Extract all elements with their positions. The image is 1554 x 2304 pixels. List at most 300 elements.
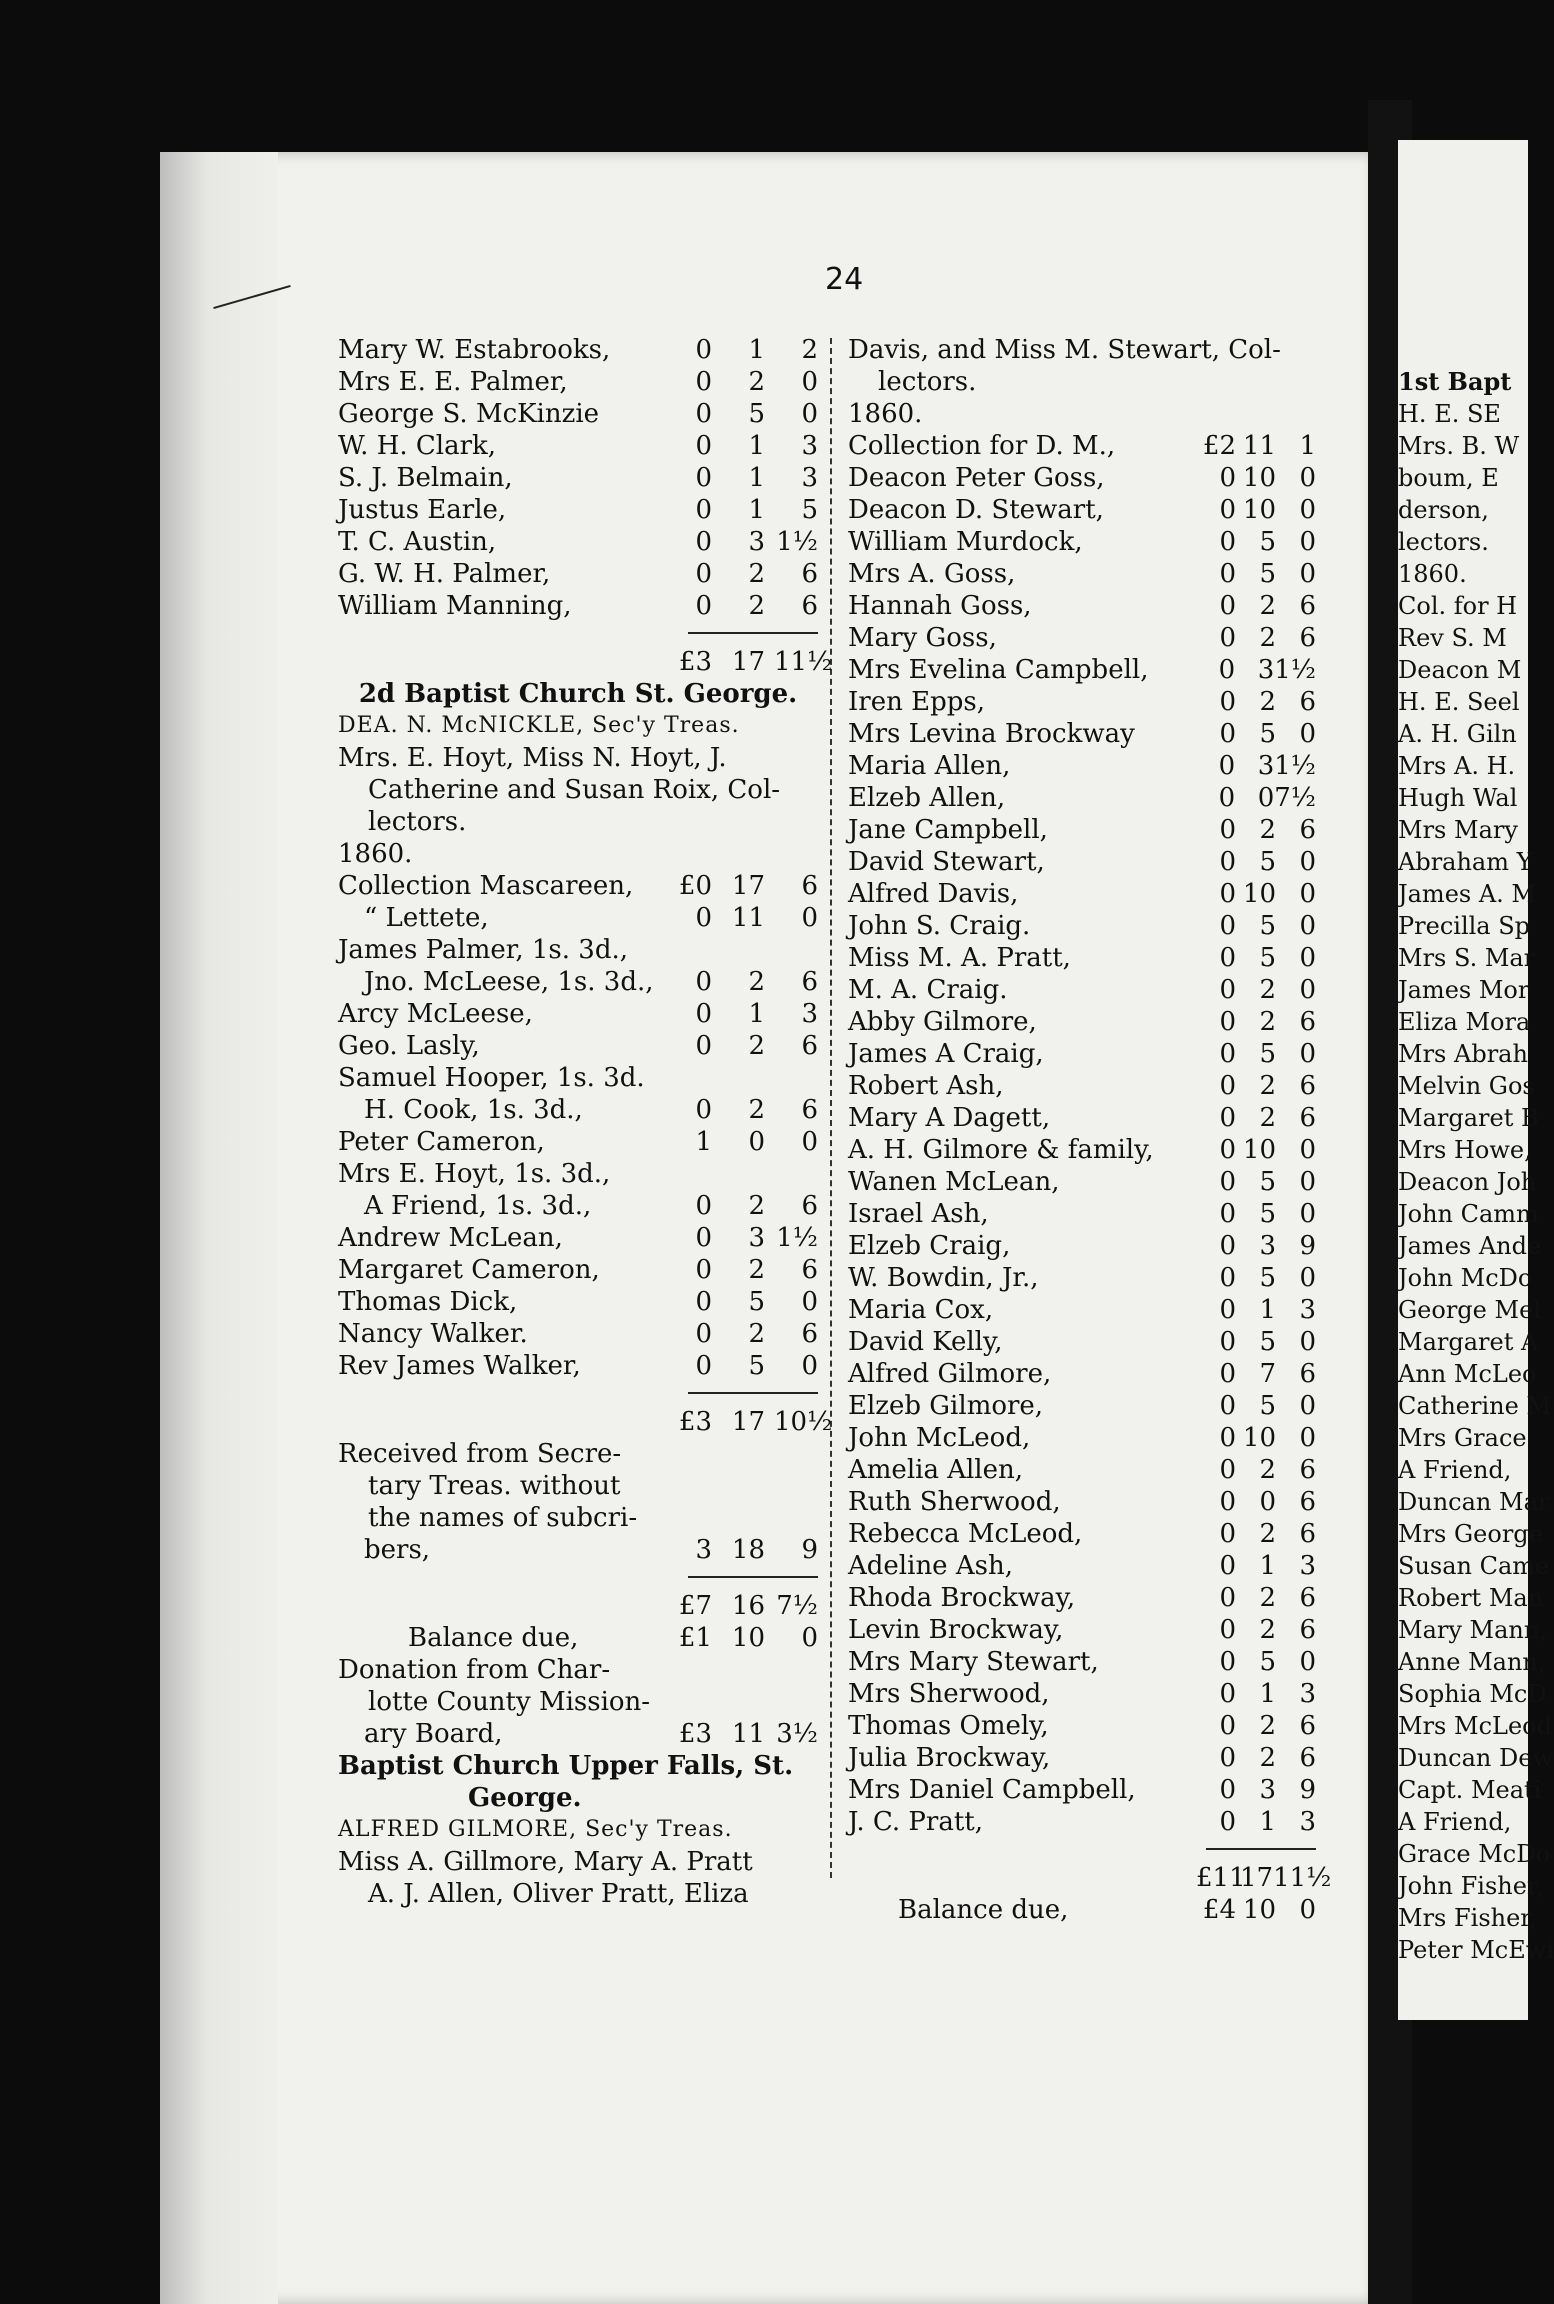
pounds: 0 (1219, 1519, 1236, 1549)
pounds: 0 (1219, 1071, 1236, 1101)
pence: 6 (801, 967, 818, 997)
page-gutter (160, 152, 278, 2304)
contribution-row (338, 590, 818, 622)
entry-name: Israel Ash, (848, 1199, 989, 1229)
contribution-row (338, 1254, 818, 1286)
shillings: 10 (731, 1623, 765, 1653)
pence: 6 (1299, 687, 1316, 717)
pounds: 0 (1219, 1327, 1236, 1357)
entry-name: Samuel Hooper, 1s. 3d. (338, 1063, 645, 1093)
shillings: 1 (748, 999, 765, 1029)
shillings: 17 (1240, 1863, 1274, 1893)
facing-page-line: A Friend, (1398, 1456, 1512, 1484)
pounds: 0 (1219, 1039, 1236, 1069)
entry-name: Justus Earle, (338, 495, 507, 525)
pence: 0 (1299, 527, 1316, 557)
pence: 6 (801, 1095, 818, 1125)
entry-amount (1196, 1862, 1332, 1894)
contribution-row (338, 430, 818, 462)
pence: 3 (1299, 1807, 1316, 1837)
contribution-row (848, 654, 1316, 686)
shillings: 1 (748, 463, 765, 493)
facing-page-line: Anne Mann, (1398, 1648, 1546, 1676)
contribution-row (848, 1038, 1316, 1070)
entry-amount (1196, 1422, 1316, 1454)
pence: 0 (1299, 943, 1316, 973)
contribution-row (848, 1166, 1316, 1198)
contribution-row (338, 1350, 818, 1382)
pounds: £3 (678, 1407, 712, 1437)
facing-page-line: lectors. (1398, 528, 1489, 556)
contribution-row (338, 1286, 818, 1318)
shillings: 2 (748, 559, 765, 589)
pence: 6 (1299, 1711, 1316, 1741)
entry-name: Rhoda Brockway, (848, 1583, 1076, 1613)
contribution-row (338, 1126, 818, 1158)
shillings: 10 (1242, 495, 1276, 525)
contribution-row (848, 1582, 1316, 1614)
entry-amount (1196, 942, 1316, 974)
pence: 0 (801, 903, 818, 933)
contribution-row (848, 814, 1316, 846)
contribution-row (848, 1262, 1316, 1294)
pounds: 0 (1219, 1103, 1236, 1133)
entry-amount (1196, 430, 1316, 462)
contribution-row (848, 942, 1316, 974)
entry-name: Amelia Allen, (848, 1455, 1024, 1485)
entry-name: Deacon D. Stewart, (848, 495, 1104, 525)
pounds: 0 (695, 527, 712, 557)
pounds: £11 (1196, 1863, 1246, 1893)
contribution-row (848, 1518, 1316, 1550)
pence: 6 (1299, 1007, 1316, 1037)
contribution-row (848, 1358, 1316, 1390)
pounds: 0 (1219, 591, 1236, 621)
pounds: 0 (1219, 623, 1236, 653)
entry-name: James Palmer, 1s. 3d., (338, 935, 628, 965)
contribution-row (848, 1422, 1316, 1454)
entry-amount (668, 902, 818, 934)
collectors-line: lectors. (368, 807, 467, 837)
shillings: 10 (1242, 463, 1276, 493)
entry-name: Mrs E. E. Palmer, (338, 367, 568, 397)
pounds: 0 (695, 999, 712, 1029)
pounds: 0 (1219, 463, 1236, 493)
entry-name: Robert Ash, (848, 1071, 1004, 1101)
pence: 6 (801, 871, 818, 901)
shillings: 5 (748, 1351, 765, 1381)
entry-name: Alfred Gilmore, (848, 1359, 1052, 1389)
entry-name: Adeline Ash, (848, 1551, 1013, 1581)
pence: 6 (1299, 1583, 1316, 1613)
contribution-row (848, 1742, 1316, 1774)
facing-page-line: Deacon Joh (1398, 1168, 1537, 1196)
pence: 0 (1299, 1647, 1316, 1677)
entry-amount (668, 870, 818, 902)
shillings: 2 (1259, 687, 1276, 717)
entry-amount (668, 494, 818, 526)
collectors-line: Miss A. Gillmore, Mary A. Pratt (338, 1847, 753, 1877)
shillings: 2 (748, 1031, 765, 1061)
entry-name: Ruth Sherwood, (848, 1487, 1061, 1517)
entry-amount (1196, 462, 1316, 494)
entry-amount (668, 1590, 818, 1622)
pounds: 0 (695, 1191, 712, 1221)
pounds: 0 (695, 1031, 712, 1061)
facing-page-line: Deacon M (1398, 656, 1522, 684)
pence: 9 (1299, 1775, 1316, 1805)
pounds: 0 (1219, 719, 1236, 749)
entry-name: Deacon Peter Goss, (848, 463, 1105, 493)
facing-page-line: Sophia McD (1398, 1680, 1547, 1708)
entry-name: G. W. H. Palmer, (338, 559, 551, 589)
entry-name: Wanen McLean, (848, 1167, 1060, 1197)
shillings: 7 (1259, 1359, 1276, 1389)
facing-page-line: Ann McLeo (1398, 1360, 1537, 1388)
shillings: 3 (748, 527, 765, 557)
entry-name: Collection for D. M., (848, 431, 1116, 461)
officer-line: ALFRED GILMORE, Sec'y Treas. (338, 1817, 733, 1842)
contribution-row (848, 1102, 1316, 1134)
facing-page-line: Duncan Mar (1398, 1488, 1550, 1516)
facing-page-line: James Mor (1398, 976, 1530, 1004)
contribution-row (848, 526, 1316, 558)
pence: 7½ (1274, 783, 1316, 813)
entry-name: Rev James Walker, (338, 1351, 581, 1381)
entry-amount (668, 1286, 818, 1318)
contribution-row (338, 1094, 818, 1126)
entry-amount (1196, 846, 1316, 878)
pounds: 0 (695, 1351, 712, 1381)
entry-amount (1196, 1294, 1316, 1326)
pence: 0 (1299, 1167, 1316, 1197)
pence: 1½ (776, 1223, 818, 1253)
entry-name: J. C. Pratt, (848, 1807, 984, 1837)
shillings: 2 (1259, 1103, 1276, 1133)
shillings: 5 (1259, 943, 1276, 973)
entry-name: Elzeb Craig, (848, 1231, 1011, 1261)
pence: 6 (1299, 591, 1316, 621)
entry-amount (1196, 1894, 1316, 1926)
entry-amount (1196, 782, 1316, 814)
facing-page-line: Capt. Meati (1398, 1776, 1542, 1804)
facing-page-column (1398, 366, 1554, 1966)
pence: 10½ (774, 1407, 833, 1437)
shillings: 5 (1259, 527, 1276, 557)
entry-name: H. Cook, 1s. 3d., (364, 1095, 583, 1125)
entry-amount (1196, 718, 1316, 750)
facing-page-line: boum, E (1398, 464, 1499, 492)
shillings: 2 (1259, 1455, 1276, 1485)
pence: 6 (801, 1031, 818, 1061)
entry-name: William Murdock, (848, 527, 1083, 557)
facing-page-line: Mrs Howe, (1398, 1136, 1532, 1164)
pence: 0 (1299, 1391, 1316, 1421)
facing-page-line: Mrs McLeod (1398, 1712, 1552, 1740)
facing-page-line: derson, (1398, 496, 1489, 524)
shillings: 2 (1259, 1071, 1276, 1101)
shillings: 1 (1259, 1807, 1276, 1837)
pence: 9 (1299, 1231, 1316, 1261)
entry-name: Miss M. A. Pratt, (848, 943, 1071, 973)
church-heading: 2d Baptist Church St. George. (358, 679, 798, 709)
pence: 1½ (1274, 655, 1316, 685)
balance-row (848, 1894, 1316, 1926)
pence: 6 (1299, 1103, 1316, 1133)
pounds: 0 (1219, 1807, 1236, 1837)
facing-page-line: Col. for H (1398, 592, 1518, 620)
entry-name: A. H. Gilmore & family, (848, 1135, 1154, 1165)
contribution-row (848, 494, 1316, 526)
pounds: £3 (678, 647, 712, 677)
pounds: 0 (695, 1287, 712, 1317)
pounds: 0 (1219, 1487, 1236, 1517)
entry-amount (1196, 814, 1316, 846)
facing-page-line: Mrs Fisher, (1398, 1904, 1537, 1932)
entry-name: Maria Cox, (848, 1295, 994, 1325)
contribution-row (848, 1614, 1316, 1646)
contribution-row (338, 1030, 818, 1062)
received-row (338, 1534, 818, 1566)
entry-amount (1196, 1550, 1316, 1582)
pounds: 0 (1219, 1423, 1236, 1453)
pounds: 0 (1219, 1775, 1236, 1805)
pence: 3 (1299, 1551, 1316, 1581)
entry-amount (1196, 1326, 1316, 1358)
shillings: 11 (1242, 431, 1276, 461)
total-row (338, 1590, 818, 1622)
pounds: 0 (1219, 687, 1236, 717)
pounds: 0 (1219, 943, 1236, 973)
collectors-line: Catherine and Susan Roix, Col- (368, 775, 781, 805)
pounds: 0 (1219, 1295, 1236, 1325)
entry-name: Jane Campbell, (848, 815, 1048, 845)
entry-name: David Kelly, (848, 1327, 1003, 1357)
pounds: 0 (695, 967, 712, 997)
contribution-row (848, 1774, 1316, 1806)
contribution-row (848, 974, 1316, 1006)
pence: 0 (801, 399, 818, 429)
facing-page-line: Duncan Dew (1398, 1744, 1553, 1772)
entry-name: James A Craig, (848, 1039, 1044, 1069)
pence: 0 (1299, 463, 1316, 493)
entry-amount (1196, 1166, 1316, 1198)
contribution-row (848, 1550, 1316, 1582)
entry-name: Thomas Dick, (338, 1287, 518, 1317)
entry-amount (668, 398, 818, 430)
shillings: 2 (1259, 591, 1276, 621)
year-line: 1860. (848, 399, 923, 429)
entry-amount (668, 646, 833, 678)
entry-amount (1196, 1358, 1316, 1390)
pounds: £3 (678, 1719, 712, 1749)
contribution-row (338, 870, 818, 902)
church-heading: Baptist Church Upper Falls, St. (338, 1751, 794, 1781)
shillings: 10 (1242, 1135, 1276, 1165)
facing-page-line: Catherine M (1398, 1392, 1551, 1420)
pounds: 0 (695, 399, 712, 429)
entry-name: David Stewart, (848, 847, 1045, 877)
entry-name: Nancy Walker. (338, 1319, 528, 1349)
shillings: 2 (748, 367, 765, 397)
entry-amount (668, 1030, 818, 1062)
pence: 0 (1299, 719, 1316, 749)
pence: 0 (1299, 975, 1316, 1005)
entry-amount (1196, 1230, 1316, 1262)
pence: 6 (801, 1255, 818, 1285)
shillings: 5 (1259, 719, 1276, 749)
contribution-row (848, 1486, 1316, 1518)
entry-amount (1196, 1646, 1316, 1678)
shillings: 1 (748, 431, 765, 461)
pence: 0 (801, 1351, 818, 1381)
shillings: 10 (1242, 879, 1276, 909)
shillings: 10 (1242, 1895, 1276, 1925)
entry-name: Elzeb Allen, (848, 783, 1006, 813)
pounds: 0 (1218, 655, 1236, 685)
facing-page-line: James Ande (1398, 1232, 1542, 1260)
entry-name: Balance due, (898, 1895, 1069, 1925)
contribution-row (848, 1678, 1316, 1710)
shillings: 1 (1259, 1551, 1276, 1581)
shillings: 5 (1259, 1327, 1276, 1357)
shillings: 3 (1257, 655, 1275, 685)
shillings: 5 (748, 1287, 765, 1317)
entry-name: Geo. Lasly, (338, 1031, 480, 1061)
facing-page-line: George Mel (1398, 1296, 1541, 1324)
facing-page-line: Margaret A (1398, 1328, 1539, 1356)
subtotal-row (338, 1406, 833, 1438)
entry-amount (668, 526, 818, 558)
contribution-row (338, 1190, 818, 1222)
shillings: 5 (748, 399, 765, 429)
contribution-row (338, 526, 818, 558)
pence: 6 (1299, 1519, 1316, 1549)
facing-page-line: Mrs Abrah (1398, 1040, 1528, 1068)
shillings: 1 (1259, 1679, 1276, 1709)
entry-name: Mrs E. Hoyt, 1s. 3d., (338, 1159, 611, 1189)
pounds: 3 (695, 1535, 712, 1565)
pence: 0 (1299, 1895, 1316, 1925)
facing-page-line: H. E. SE (1398, 400, 1501, 428)
shillings: 2 (748, 1255, 765, 1285)
contribution-row (338, 398, 818, 430)
pence: 3 (801, 463, 818, 493)
total-rule (688, 1576, 818, 1590)
entry-name: Mrs Daniel Campbell, (848, 1775, 1136, 1805)
facing-page-line: Rev S. M (1398, 624, 1507, 652)
pounds: 0 (695, 903, 712, 933)
balance-row (338, 1622, 818, 1654)
entry-name: S. J. Belmain, (338, 463, 513, 493)
entry-amount (668, 1126, 818, 1158)
pounds: 1 (695, 1127, 712, 1157)
pence: 5 (801, 495, 818, 525)
contribution-row (848, 718, 1316, 750)
contribution-row (848, 878, 1316, 910)
entry-name: Mrs Sherwood, (848, 1679, 1050, 1709)
facing-page-line: H. E. Seel (1398, 688, 1520, 716)
pounds: 0 (1219, 1711, 1236, 1741)
entry-name: Mrs Levina Brockway (848, 719, 1135, 749)
total-rule (688, 1392, 818, 1406)
received-line: tary Treas. without (368, 1471, 621, 1501)
facing-page-line: Eliza Mora (1398, 1008, 1531, 1036)
contribution-row (848, 430, 1316, 462)
pounds: 0 (695, 1223, 712, 1253)
pounds: 0 (695, 1095, 712, 1125)
pence: 0 (1299, 559, 1316, 589)
contribution-row (848, 1390, 1316, 1422)
entry-amount (1196, 654, 1316, 686)
entry-amount (668, 966, 818, 998)
entry-amount (1196, 590, 1316, 622)
entry-amount (1196, 1806, 1316, 1838)
entry-amount (1196, 1742, 1316, 1774)
shillings: 10 (1242, 1423, 1276, 1453)
contribution-row (338, 1318, 818, 1350)
entry-name: John McLeod, (848, 1423, 1031, 1453)
middle-column (848, 334, 1332, 1926)
pounds: 0 (1219, 911, 1236, 941)
pence: 0 (801, 1287, 818, 1317)
entry-name: Balance due, (408, 1623, 579, 1653)
contribution-row (848, 622, 1316, 654)
entry-name: Peter Cameron, (338, 1127, 545, 1157)
entry-amount (668, 1718, 818, 1750)
contribution-row (848, 1646, 1316, 1678)
entry-amount (668, 1094, 818, 1126)
pounds: 0 (1219, 1743, 1236, 1773)
left-column (338, 334, 833, 1910)
entry-name: Mary A Dagett, (848, 1103, 1051, 1133)
shillings: 2 (748, 1191, 765, 1221)
entry-name: John S. Craig. (848, 911, 1031, 941)
shillings: 2 (1259, 1007, 1276, 1037)
shillings: 5 (1259, 1647, 1276, 1677)
pence: 3 (1299, 1295, 1316, 1325)
pounds: 0 (695, 431, 712, 461)
shillings: 5 (1259, 559, 1276, 589)
pence: 11½ (774, 647, 833, 677)
facing-page-line: Mrs Mary (1398, 816, 1518, 844)
facing-page-line: Robert Man (1398, 1584, 1544, 1612)
facing-page-line: Peter McEwi (1398, 1936, 1554, 1964)
entry-amount (1196, 558, 1316, 590)
facing-page-line: Mrs. B. W (1398, 432, 1520, 460)
contribution-row (848, 558, 1316, 590)
shillings: 2 (1259, 623, 1276, 653)
pence: 1½ (776, 527, 818, 557)
entry-amount (1196, 1518, 1316, 1550)
shillings: 5 (1259, 1391, 1276, 1421)
contribution-row (848, 462, 1316, 494)
shillings: 3 (1259, 1775, 1276, 1805)
entry-name: ary Board, (364, 1719, 503, 1749)
entry-name: Elzeb Gilmore, (848, 1391, 1044, 1421)
entry-amount (668, 1534, 818, 1566)
shillings: 2 (1259, 975, 1276, 1005)
entry-name: Jno. McLeese, 1s. 3d., (364, 967, 654, 997)
officer-line: DEA. N. McNICKLE, Sec'y Treas. (338, 713, 740, 738)
contribution-row (338, 334, 818, 366)
pounds: 0 (1219, 495, 1236, 525)
shillings: 18 (731, 1535, 765, 1565)
entry-name: Levin Brockway, (848, 1615, 1064, 1645)
pence: 6 (1299, 1455, 1316, 1485)
pounds: 0 (1218, 783, 1236, 813)
pence: 1 (1299, 431, 1316, 461)
